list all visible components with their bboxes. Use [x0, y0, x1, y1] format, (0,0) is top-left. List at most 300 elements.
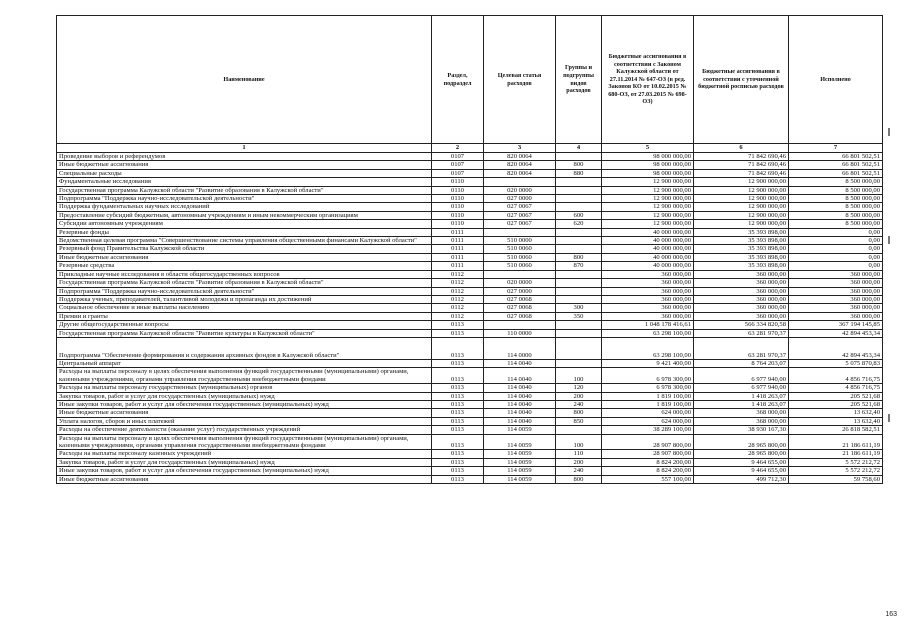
- row-razdel-cell: 0111: [432, 262, 484, 270]
- row-precise-cell: 63 281 970,37: [694, 337, 789, 359]
- row-razdel-cell: 0113: [432, 321, 484, 329]
- table-row: [57, 186, 883, 194]
- row-assignments-cell: 12 900 000,00: [602, 220, 694, 228]
- row-precise-cell: 38 930 167,30: [694, 426, 789, 434]
- row-razdel-cell: 0110: [432, 220, 484, 228]
- row-assignments-cell: 98 000 000,00: [602, 161, 694, 169]
- column-number: 6: [694, 144, 789, 153]
- row-name-cell: Центральный аппарат: [57, 359, 432, 367]
- row-executed-cell: 5 075 870,83: [789, 359, 883, 367]
- row-name-cell: Фундаментальные исследования: [57, 178, 432, 186]
- row-razdel-cell: 0113: [432, 434, 484, 450]
- row-name-cell: Подпрограмма "Поддержка научно-исследовательской деятельности": [57, 287, 432, 295]
- table-row: [57, 253, 883, 261]
- row-assignments-cell: 63 298 100,00: [602, 337, 694, 359]
- row-executed-cell: 5 572 212,72: [789, 467, 883, 475]
- row-target-cell: 027 0067: [484, 220, 556, 228]
- row-executed-cell: 42 894 453,34: [789, 329, 883, 337]
- table-row: [57, 161, 883, 169]
- row-target-cell: 114 0059: [484, 434, 556, 450]
- row-executed-cell: 66 801 502,51: [789, 153, 883, 161]
- row-assignments-cell: 8 824 200,00: [602, 467, 694, 475]
- row-executed-cell: 21 186 611,19: [789, 434, 883, 450]
- row-target-cell: 114 0040: [484, 359, 556, 367]
- row-executed-cell: 4 856 716,75: [789, 368, 883, 384]
- row-precise-cell: 566 334 820,58: [694, 321, 789, 329]
- row-group-cell: 350: [556, 312, 602, 320]
- row-group-cell: [556, 359, 602, 367]
- row-razdel-cell: 0113: [432, 409, 484, 417]
- row-executed-cell: 0,00: [789, 253, 883, 261]
- row-group-cell: 880: [556, 169, 602, 177]
- row-executed-cell: 66 801 502,51: [789, 169, 883, 177]
- row-group-cell: 240: [556, 400, 602, 408]
- row-group-cell: [556, 287, 602, 295]
- table-row: [57, 287, 883, 295]
- row-group-cell: [556, 295, 602, 303]
- row-assignments-cell: 6 978 300,00: [602, 368, 694, 384]
- row-target-cell: [484, 270, 556, 278]
- row-target-cell: 510 0060: [484, 262, 556, 270]
- row-precise-cell: 12 900 000,00: [694, 178, 789, 186]
- row-group-cell: 120: [556, 384, 602, 392]
- row-target-cell: 027 0000: [484, 195, 556, 203]
- row-razdel-cell: 0110: [432, 195, 484, 203]
- row-razdel-cell: 0112: [432, 312, 484, 320]
- table-row: [57, 458, 883, 466]
- header-row: [57, 16, 883, 144]
- row-group-cell: 800: [556, 253, 602, 261]
- row-target-cell: 114 0040: [484, 392, 556, 400]
- table-row: [57, 384, 883, 392]
- row-target-cell: 114 0059: [484, 475, 556, 483]
- row-razdel-cell: 0113: [432, 400, 484, 408]
- row-assignments-cell: 40 000 000,00: [602, 245, 694, 253]
- row-target-cell: [484, 321, 556, 329]
- table-row: [57, 359, 883, 367]
- table-row: [57, 312, 883, 320]
- row-assignments-cell: 624 000,00: [602, 417, 694, 425]
- row-assignments-cell: 12 900 000,00: [602, 178, 694, 186]
- row-executed-cell: 360 000,00: [789, 270, 883, 278]
- margin-mark: [888, 236, 890, 244]
- row-assignments-cell: 6 978 300,00: [602, 384, 694, 392]
- row-precise-cell: 28 965 800,00: [694, 434, 789, 450]
- row-razdel-cell: 0110: [432, 203, 484, 211]
- row-assignments-cell: 8 824 200,00: [602, 458, 694, 466]
- row-razdel-cell: 0111: [432, 245, 484, 253]
- row-assignments-cell: 360 000,00: [602, 287, 694, 295]
- column-number: 7: [789, 144, 883, 153]
- row-target-cell: 510 0000: [484, 237, 556, 245]
- row-razdel-cell: 0111: [432, 228, 484, 236]
- row-executed-cell: 367 194 145,85: [789, 321, 883, 329]
- row-precise-cell: 6 977 940,00: [694, 384, 789, 392]
- row-target-cell: [484, 228, 556, 236]
- row-target-cell: 114 0040: [484, 368, 556, 384]
- row-razdel-cell: 0113: [432, 426, 484, 434]
- header-budget-assignments: Бюджетные ассигнования в соответствии с Законом Калужской области от 27.11.2014 № 647-ОЗ (в ред. Законов КО от 10.02.2015 № 680-ОЗ, от 27.03.2015 № 698-ОЗ): [602, 16, 694, 144]
- row-precise-cell: 360 000,00: [694, 270, 789, 278]
- row-name-cell: Ведомственная целевая программа "Совершенствование системы управления общественными финансами Калужской области": [57, 237, 432, 245]
- row-name-cell: Резервный фонд Правительства Калужской области: [57, 245, 432, 253]
- row-precise-cell: 35 393 898,00: [694, 228, 789, 236]
- row-razdel-cell: 0113: [432, 337, 484, 359]
- row-assignments-cell: 40 000 000,00: [602, 237, 694, 245]
- row-assignments-cell: 360 000,00: [602, 312, 694, 320]
- row-precise-cell: 360 000,00: [694, 287, 789, 295]
- table-row: [57, 295, 883, 303]
- row-executed-cell: 59 758,60: [789, 475, 883, 483]
- row-target-cell: 510 0060: [484, 253, 556, 261]
- row-target-cell: 020 0000: [484, 279, 556, 287]
- column-number: 1: [57, 144, 432, 153]
- row-precise-cell: 360 000,00: [694, 312, 789, 320]
- row-precise-cell: 71 842 690,46: [694, 169, 789, 177]
- row-executed-cell: 205 521,68: [789, 400, 883, 408]
- row-razdel-cell: 0113: [432, 384, 484, 392]
- row-razdel-cell: 0113: [432, 368, 484, 384]
- row-razdel-cell: 0113: [432, 359, 484, 367]
- row-assignments-cell: 1 048 178 416,61: [602, 321, 694, 329]
- row-assignments-cell: 360 000,00: [602, 270, 694, 278]
- row-razdel-cell: 0107: [432, 161, 484, 169]
- row-executed-cell: 21 186 611,19: [789, 450, 883, 458]
- row-target-cell: 820 0064: [484, 169, 556, 177]
- row-name-cell: Резервные фонды: [57, 228, 432, 236]
- row-precise-cell: 71 842 690,46: [694, 161, 789, 169]
- row-precise-cell: 35 393 898,00: [694, 262, 789, 270]
- row-assignments-cell: 38 289 100,00: [602, 426, 694, 434]
- table-row: [57, 237, 883, 245]
- table-row: [57, 203, 883, 211]
- row-group-cell: 600: [556, 211, 602, 219]
- row-assignments-cell: 28 907 800,00: [602, 450, 694, 458]
- row-group-cell: 200: [556, 392, 602, 400]
- row-name-cell: Иные закупки товаров, работ и услуг для обеспечения государственных (муниципальных) нужд: [57, 467, 432, 475]
- row-name-cell: Поддержка фундаментальных научных исследований: [57, 203, 432, 211]
- row-executed-cell: 205 521,68: [789, 392, 883, 400]
- column-number-row: [57, 144, 883, 153]
- row-name-cell: Расходы на выплаты персоналу в целях обеспечения выполнения функций государственными (муниципальными) органами, казенными учреждениями, органами управления государственными внебюджетными фондами: [57, 434, 432, 450]
- row-name-cell: Закупка товаров, работ и услуг для государственных (муниципальных) нужд: [57, 458, 432, 466]
- row-name-cell: Иные бюджетные ассигнования: [57, 161, 432, 169]
- row-name-cell: Иные закупки товаров, работ и услуг для обеспечения государственных (муниципальных) нужд: [57, 400, 432, 408]
- row-executed-cell: 13 632,40: [789, 417, 883, 425]
- table-row: [57, 329, 883, 337]
- row-name-cell: Государственная программа Калужской области "Развитие образования в Калужской области": [57, 279, 432, 287]
- row-target-cell: 114 0040: [484, 400, 556, 408]
- column-number: 3: [484, 144, 556, 153]
- table-row: [57, 368, 883, 384]
- row-group-cell: 850: [556, 417, 602, 425]
- row-executed-cell: 4 856 716,75: [789, 384, 883, 392]
- table-row: [57, 245, 883, 253]
- row-group-cell: [556, 245, 602, 253]
- table-row: [57, 467, 883, 475]
- row-name-cell: Расходы на выплаты персоналу в целях обеспечения выполнения функций государственными (муниципальными) органами, казенными учреждениями, органами управления государственными внебюджетными фондами: [57, 368, 432, 384]
- table-row: [57, 211, 883, 219]
- row-assignments-cell: 40 000 000,00: [602, 228, 694, 236]
- row-executed-cell: 5 572 212,72: [789, 458, 883, 466]
- row-executed-cell: 360 000,00: [789, 312, 883, 320]
- row-precise-cell: 12 900 000,00: [694, 211, 789, 219]
- row-razdel-cell: 0112: [432, 287, 484, 295]
- row-name-cell: Проведение выборов и референдумов: [57, 153, 432, 161]
- row-precise-cell: 9 464 655,00: [694, 467, 789, 475]
- header-target-article: Целевая статья расходов: [484, 16, 556, 144]
- row-razdel-cell: 0113: [432, 458, 484, 466]
- header-precise-assignments: Бюджетные ассигнования в соответствии с уточненной бюджетной росписью расходов: [694, 16, 789, 144]
- row-target-cell: 114 0040: [484, 417, 556, 425]
- row-precise-cell: 368 000,00: [694, 417, 789, 425]
- row-executed-cell: 360 000,00: [789, 295, 883, 303]
- row-assignments-cell: 40 000 000,00: [602, 253, 694, 261]
- row-target-cell: 110 0000: [484, 329, 556, 337]
- row-razdel-cell: 0112: [432, 295, 484, 303]
- row-executed-cell: 0,00: [789, 245, 883, 253]
- row-name-cell: Социальное обеспечение и иные выплаты населению: [57, 304, 432, 312]
- row-assignments-cell: 12 900 000,00: [602, 186, 694, 194]
- row-precise-cell: 35 393 898,00: [694, 237, 789, 245]
- row-precise-cell: 28 965 800,00: [694, 450, 789, 458]
- row-precise-cell: 360 000,00: [694, 295, 789, 303]
- row-group-cell: [556, 186, 602, 194]
- budget-execution-table: [56, 15, 883, 484]
- row-group-cell: [556, 270, 602, 278]
- row-precise-cell: 1 418 263,07: [694, 400, 789, 408]
- header-executed: Исполнено: [789, 16, 883, 144]
- row-executed-cell: 8 500 000,00: [789, 211, 883, 219]
- row-executed-cell: 13 632,40: [789, 409, 883, 417]
- row-group-cell: [556, 195, 602, 203]
- row-name-cell: Иные бюджетные ассигнования: [57, 475, 432, 483]
- row-precise-cell: 360 000,00: [694, 304, 789, 312]
- header-razdel: Раздел, подраздел: [432, 16, 484, 144]
- row-assignments-cell: 1 819 100,00: [602, 392, 694, 400]
- row-target-cell: 820 0064: [484, 153, 556, 161]
- row-razdel-cell: 0113: [432, 475, 484, 483]
- row-executed-cell: 8 500 000,00: [789, 195, 883, 203]
- row-target-cell: 027 0067: [484, 211, 556, 219]
- row-group-cell: 300: [556, 304, 602, 312]
- row-name-cell: Субсидии автономным учреждениям: [57, 220, 432, 228]
- table-row: [57, 450, 883, 458]
- row-precise-cell: 499 712,30: [694, 475, 789, 483]
- row-precise-cell: 360 000,00: [694, 279, 789, 287]
- row-executed-cell: 8 500 000,00: [789, 178, 883, 186]
- column-number: 2: [432, 144, 484, 153]
- table-row: [57, 279, 883, 287]
- row-name-cell: Иные бюджетные ассигнования: [57, 253, 432, 261]
- row-razdel-cell: 0111: [432, 253, 484, 261]
- table-row: [57, 262, 883, 270]
- row-executed-cell: 8 500 000,00: [789, 186, 883, 194]
- row-assignments-cell: 1 819 100,00: [602, 400, 694, 408]
- row-group-cell: [556, 426, 602, 434]
- row-precise-cell: 35 393 898,00: [694, 245, 789, 253]
- row-precise-cell: 12 900 000,00: [694, 203, 789, 211]
- page-number: 163: [885, 611, 897, 618]
- header-expense-group: Группы и подгруппы видов расходов: [556, 16, 602, 144]
- table-row: [57, 392, 883, 400]
- row-name-cell: Премии и гранты: [57, 312, 432, 320]
- row-executed-cell: 66 801 502,51: [789, 161, 883, 169]
- row-name-cell: Другие общегосударственные вопросы: [57, 321, 432, 329]
- row-assignments-cell: 98 000 000,00: [602, 153, 694, 161]
- row-razdel-cell: 0113: [432, 467, 484, 475]
- margin-mark: [888, 414, 890, 422]
- row-target-cell: [484, 178, 556, 186]
- row-name-cell: Резервные средства: [57, 262, 432, 270]
- row-group-cell: 110: [556, 450, 602, 458]
- row-group-cell: [556, 153, 602, 161]
- row-precise-cell: 6 977 940,00: [694, 368, 789, 384]
- row-group-cell: 240: [556, 467, 602, 475]
- row-group-cell: 620: [556, 220, 602, 228]
- row-assignments-cell: 98 000 000,00: [602, 169, 694, 177]
- row-assignments-cell: 12 900 000,00: [602, 195, 694, 203]
- row-assignments-cell: 557 100,00: [602, 475, 694, 483]
- row-razdel-cell: 0113: [432, 329, 484, 337]
- row-razdel-cell: 0107: [432, 153, 484, 161]
- row-name-cell: Поддержка ученых, преподавателей, талантливой молодежи и пропаганда их достижений: [57, 295, 432, 303]
- row-group-cell: [556, 321, 602, 329]
- row-group-cell: [556, 337, 602, 359]
- row-name-cell: Прикладные научные исследования в области общегосударственных вопросов: [57, 270, 432, 278]
- row-target-cell: 510 0060: [484, 245, 556, 253]
- row-executed-cell: 8 500 000,00: [789, 203, 883, 211]
- table-row: [57, 195, 883, 203]
- row-name-cell: Специальные расходы: [57, 169, 432, 177]
- row-group-cell: 100: [556, 434, 602, 450]
- row-precise-cell: 12 900 000,00: [694, 186, 789, 194]
- row-executed-cell: 360 000,00: [789, 287, 883, 295]
- table-row: [57, 304, 883, 312]
- table-row: [57, 409, 883, 417]
- table-row: [57, 417, 883, 425]
- table-row: [57, 169, 883, 177]
- row-razdel-cell: 0113: [432, 450, 484, 458]
- table-row: [57, 178, 883, 186]
- row-assignments-cell: 63 298 100,00: [602, 329, 694, 337]
- table-row: [57, 153, 883, 161]
- row-target-cell: 027 0068: [484, 295, 556, 303]
- row-precise-cell: 1 418 263,07: [694, 392, 789, 400]
- table-row: [57, 337, 883, 359]
- row-group-cell: 800: [556, 409, 602, 417]
- row-executed-cell: 8 500 000,00: [789, 220, 883, 228]
- table-row: [57, 400, 883, 408]
- row-razdel-cell: 0112: [432, 279, 484, 287]
- row-assignments-cell: 360 000,00: [602, 279, 694, 287]
- row-precise-cell: 9 464 655,00: [694, 458, 789, 466]
- row-razdel-cell: 0111: [432, 237, 484, 245]
- row-precise-cell: 12 900 000,00: [694, 195, 789, 203]
- row-group-cell: [556, 237, 602, 245]
- row-precise-cell: 8 764 203,07: [694, 359, 789, 367]
- row-assignments-cell: 40 000 000,00: [602, 262, 694, 270]
- row-name-cell: Расходы на обеспечение деятельности (оказание услуг) государственных учреждений: [57, 426, 432, 434]
- row-name-cell: Подпрограмма "Поддержка научно-исследовательской деятельности": [57, 195, 432, 203]
- row-target-cell: 027 0000: [484, 287, 556, 295]
- row-razdel-cell: 0112: [432, 270, 484, 278]
- row-target-cell: 114 0040: [484, 409, 556, 417]
- row-executed-cell: 0,00: [789, 228, 883, 236]
- row-target-cell: 114 0040: [484, 384, 556, 392]
- row-name-cell: Расходы на выплаты персоналу казенных учреждений: [57, 450, 432, 458]
- row-target-cell: 114 0059: [484, 426, 556, 434]
- row-precise-cell: 12 900 000,00: [694, 220, 789, 228]
- row-executed-cell: 26 818 582,51: [789, 426, 883, 434]
- row-name-cell: Государственная программа Калужской области "Развитие культуры в Калужской области": [57, 329, 432, 337]
- row-razdel-cell: 0112: [432, 304, 484, 312]
- column-number: 4: [556, 144, 602, 153]
- row-precise-cell: 35 393 898,00: [694, 253, 789, 261]
- row-group-cell: 870: [556, 262, 602, 270]
- row-target-cell: 027 0067: [484, 203, 556, 211]
- row-name-cell: Предоставление субсидий бюджетным, автономным учреждениям и иным некоммерческим организациям: [57, 211, 432, 219]
- row-target-cell: 020 0000: [484, 186, 556, 194]
- row-target-cell: 027 0068: [484, 312, 556, 320]
- row-razdel-cell: 0107: [432, 169, 484, 177]
- row-razdel-cell: 0113: [432, 392, 484, 400]
- row-target-cell: 114 0059: [484, 467, 556, 475]
- row-name-cell: Уплата налогов, сборов и иных платежей: [57, 417, 432, 425]
- row-precise-cell: 71 842 690,46: [694, 153, 789, 161]
- row-razdel-cell: 0110: [432, 186, 484, 194]
- row-executed-cell: 360 000,00: [789, 279, 883, 287]
- row-assignments-cell: 12 900 000,00: [602, 211, 694, 219]
- row-name-cell: Расходы на выплаты персоналу государственных (муниципальных) органов: [57, 384, 432, 392]
- row-target-cell: 114 0059: [484, 450, 556, 458]
- row-group-cell: 800: [556, 161, 602, 169]
- row-assignments-cell: 12 900 000,00: [602, 203, 694, 211]
- row-razdel-cell: 0110: [432, 211, 484, 219]
- row-target-cell: 820 0064: [484, 161, 556, 169]
- row-target-cell: 027 0068: [484, 304, 556, 312]
- row-group-cell: [556, 178, 602, 186]
- row-group-cell: [556, 329, 602, 337]
- row-assignments-cell: 624 000,00: [602, 409, 694, 417]
- row-assignments-cell: 28 907 800,00: [602, 434, 694, 450]
- row-executed-cell: 0,00: [789, 262, 883, 270]
- column-number: 5: [602, 144, 694, 153]
- row-razdel-cell: 0113: [432, 417, 484, 425]
- table-row: [57, 475, 883, 483]
- table-row: [57, 228, 883, 236]
- row-executed-cell: 42 894 453,34: [789, 337, 883, 359]
- row-precise-cell: 368 000,00: [694, 409, 789, 417]
- table-row: [57, 434, 883, 450]
- row-assignments-cell: 360 000,00: [602, 304, 694, 312]
- row-group-cell: [556, 203, 602, 211]
- row-group-cell: 200: [556, 458, 602, 466]
- row-name-cell: Иные бюджетные ассигнования: [57, 409, 432, 417]
- table-row: [57, 426, 883, 434]
- row-group-cell: 800: [556, 475, 602, 483]
- row-name-cell: Подпрограмма "Обеспечение формирования и содержания архивных фондов в Калужской области": [57, 337, 432, 359]
- row-group-cell: [556, 228, 602, 236]
- row-assignments-cell: 9 421 400,00: [602, 359, 694, 367]
- row-name-cell: Закупка товаров, работ и услуг для государственных (муниципальных) нужд: [57, 392, 432, 400]
- row-name-cell: Государственная программа Калужской области "Развитие образования в Калужской области": [57, 186, 432, 194]
- table-row: [57, 270, 883, 278]
- row-assignments-cell: 360 000,00: [602, 295, 694, 303]
- row-executed-cell: 360 000,00: [789, 304, 883, 312]
- row-group-cell: 100: [556, 368, 602, 384]
- row-target-cell: 114 0059: [484, 458, 556, 466]
